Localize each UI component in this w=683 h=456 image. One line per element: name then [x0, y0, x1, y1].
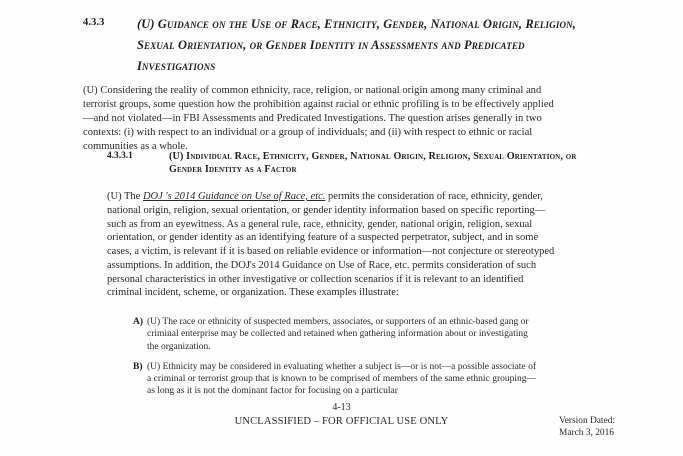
- section-number: 4.3.3: [83, 17, 105, 28]
- list-item-text: (U) The race or ethnicity of suspected members, associates, or supporters of an ethnic-based gang or criminal enterprise may be collected and retained when gathering information about or investigating the organization.: [147, 317, 529, 352]
- subsection-heading: [107, 150, 577, 176]
- section-title: (U) Guidance on the Use of Race, Ethnicity, Gender, National Origin, Religion, Sexual Orientation, or Gender Identity in Assessments and Predicated Investigations: [137, 17, 577, 73]
- footer-classification-banner: UNCLASSIFIED – FOR OFFICIAL USE ONLY: [234, 416, 449, 427]
- list-item-marker: A): [133, 317, 144, 327]
- list-item: [133, 361, 536, 398]
- subsection-number: 4.3.3.1: [107, 151, 133, 161]
- list-item-text: (U) Ethnicity may be considered in evaluating whether a subject is—or is not—a possible associate of a criminal or terrorist group that is known to be comprised of members of the same ethnic grouping—as long as it is not the dominant factor for focusing on a particular: [147, 361, 536, 397]
- footer-page-number: 4-13: [332, 402, 351, 413]
- list-item-marker: B): [133, 361, 143, 372]
- footer-version-date: March 3, 2016: [559, 427, 614, 438]
- section-heading: [83, 14, 583, 77]
- lettered-list: [133, 316, 536, 398]
- body-paragraph: [107, 190, 557, 300]
- page-footer: [0, 402, 683, 448]
- doj-guidance-reference-link[interactable]: DOJ 's 2014 Guidance on Use of Race, etc.: [142, 191, 326, 202]
- intro-paragraph: (U) Considering the reality of common ethnicity, race, religion, or national origin among many criminal and terrorist groups, some question how the prohibition against racial or ethnic profiling is to be effectively applied—and not violated—in FBI Assessments and Predicated Investigations. The question arises generally in two contexts: (i) with respect to an individual or a group of individuals; and (ii) with respect to ethnic or racial communities as a whole.: [83, 85, 554, 152]
- footer-version-block: [559, 416, 615, 439]
- subsection-title: (U) Individual Race, Ethnicity, Gender, National Origin, Religion, Sexual Orientation, or Gender Identity as a Factor: [169, 151, 577, 176]
- body-lead-in: (U) The: [107, 191, 143, 202]
- list-item: [133, 316, 536, 353]
- footer-version-label: Version Dated:: [559, 416, 615, 426]
- body-remainder: permits the consideration of race, ethnicity, gender, national origin, religion, sexual orientation, or gender identity information based on specific reporting—such as from an eyewitness. As a general rule, race, ethnicity, gender, national origin, religion, sexual orientation, or gender identity as an identifying feature of a suspected perpetrator, subject, and in some cases, a victim, is relevant if it is based on reliable evidence or information—not conjecture or stereotyped assumptions. In addition, the DOJ's 2014 Guidance on Use of Race, etc. permits consideration of such personal characteristics in other investigative or collection scenarios if it is relevant to an identified criminal incident, scheme, or organization. These examples illustrate:: [107, 191, 555, 299]
